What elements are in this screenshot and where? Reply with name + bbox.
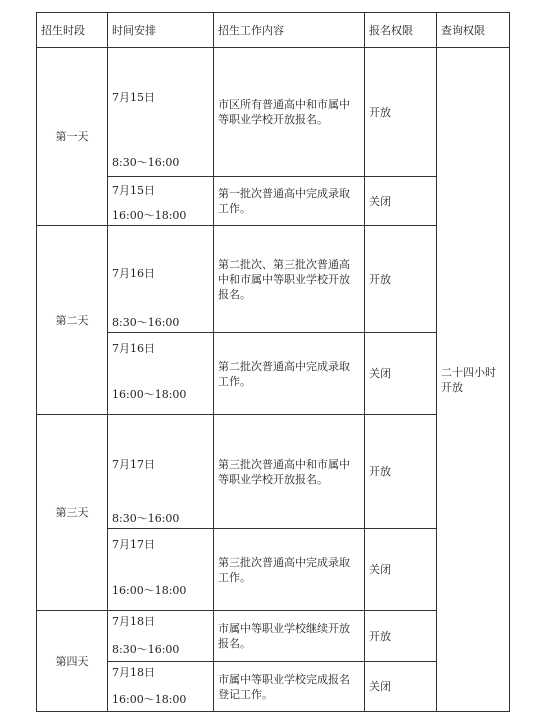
time-cell bbox=[108, 48, 214, 177]
table-row bbox=[37, 48, 510, 177]
time-cell bbox=[108, 662, 214, 712]
time-hours: 16:00～18:00 bbox=[112, 584, 187, 597]
time-date: 7月18日 bbox=[112, 666, 155, 679]
enroll-cell: 关闭 bbox=[365, 177, 437, 226]
query-permission-cell: 二十四小时开放 bbox=[437, 48, 510, 712]
time-date: 7月16日 bbox=[112, 267, 155, 280]
time-hours: 8:30～16:00 bbox=[112, 316, 180, 329]
enroll-cell: 开放 bbox=[365, 415, 437, 529]
enroll-cell: 开放 bbox=[365, 226, 437, 333]
content-cell: 市属中等职业学校继续开放报名。 bbox=[214, 611, 365, 662]
time-hours: 16:00～18:00 bbox=[112, 693, 187, 706]
time-date: 7月18日 bbox=[112, 615, 155, 628]
header-time: 时间安排 bbox=[108, 13, 214, 48]
content-cell: 第一批次普通高中完成录取工作。 bbox=[214, 177, 365, 226]
time-date: 7月15日 bbox=[112, 91, 155, 104]
time-hours: 16:00～18:00 bbox=[112, 388, 187, 401]
time-hours: 16:00～18:00 bbox=[112, 209, 187, 222]
header-enroll-permission: 报名权限 bbox=[365, 13, 437, 48]
time-cell bbox=[108, 177, 214, 226]
content-cell: 市属中等职业学校完成报名登记工作。 bbox=[214, 662, 365, 712]
time-date: 7月17日 bbox=[112, 458, 155, 471]
time-hours: 8:30～16:00 bbox=[112, 512, 180, 525]
time-cell bbox=[108, 611, 214, 662]
time-cell bbox=[108, 226, 214, 333]
time-hours: 8:30～16:00 bbox=[112, 643, 180, 656]
time-hours: 8:30～16:00 bbox=[112, 156, 180, 169]
time-cell bbox=[108, 529, 214, 611]
time-date: 7月15日 bbox=[112, 184, 155, 197]
content-cell: 第三批次普通高中完成录取工作。 bbox=[214, 529, 365, 611]
header-content: 招生工作内容 bbox=[214, 13, 365, 48]
header-row bbox=[37, 13, 510, 48]
enroll-cell: 关闭 bbox=[365, 333, 437, 415]
header-query-permission: 查询权限 bbox=[437, 13, 510, 48]
header-period: 招生时段 bbox=[37, 13, 108, 48]
period-cell: 第二天 bbox=[37, 226, 108, 415]
enroll-cell: 开放 bbox=[365, 48, 437, 177]
period-cell: 第三天 bbox=[37, 415, 108, 611]
time-date: 7月16日 bbox=[112, 342, 155, 355]
period-cell: 第一天 bbox=[37, 48, 108, 226]
content-cell: 第二批次普通高中完成录取工作。 bbox=[214, 333, 365, 415]
time-date: 7月17日 bbox=[112, 538, 155, 551]
enroll-cell: 关闭 bbox=[365, 662, 437, 712]
time-cell bbox=[108, 333, 214, 415]
content-cell: 第二批次、第三批次普通高中和市属中等职业学校开放报名。 bbox=[214, 226, 365, 333]
enroll-cell: 关闭 bbox=[365, 529, 437, 611]
enrollment-schedule-table bbox=[36, 12, 510, 712]
content-cell: 市区所有普通高中和市属中等职业学校开放报名。 bbox=[214, 48, 365, 177]
period-cell: 第四天 bbox=[37, 611, 108, 712]
content-cell: 第三批次普通高中和市属中等职业学校开放报名。 bbox=[214, 415, 365, 529]
time-cell bbox=[108, 415, 214, 529]
enroll-cell: 开放 bbox=[365, 611, 437, 662]
